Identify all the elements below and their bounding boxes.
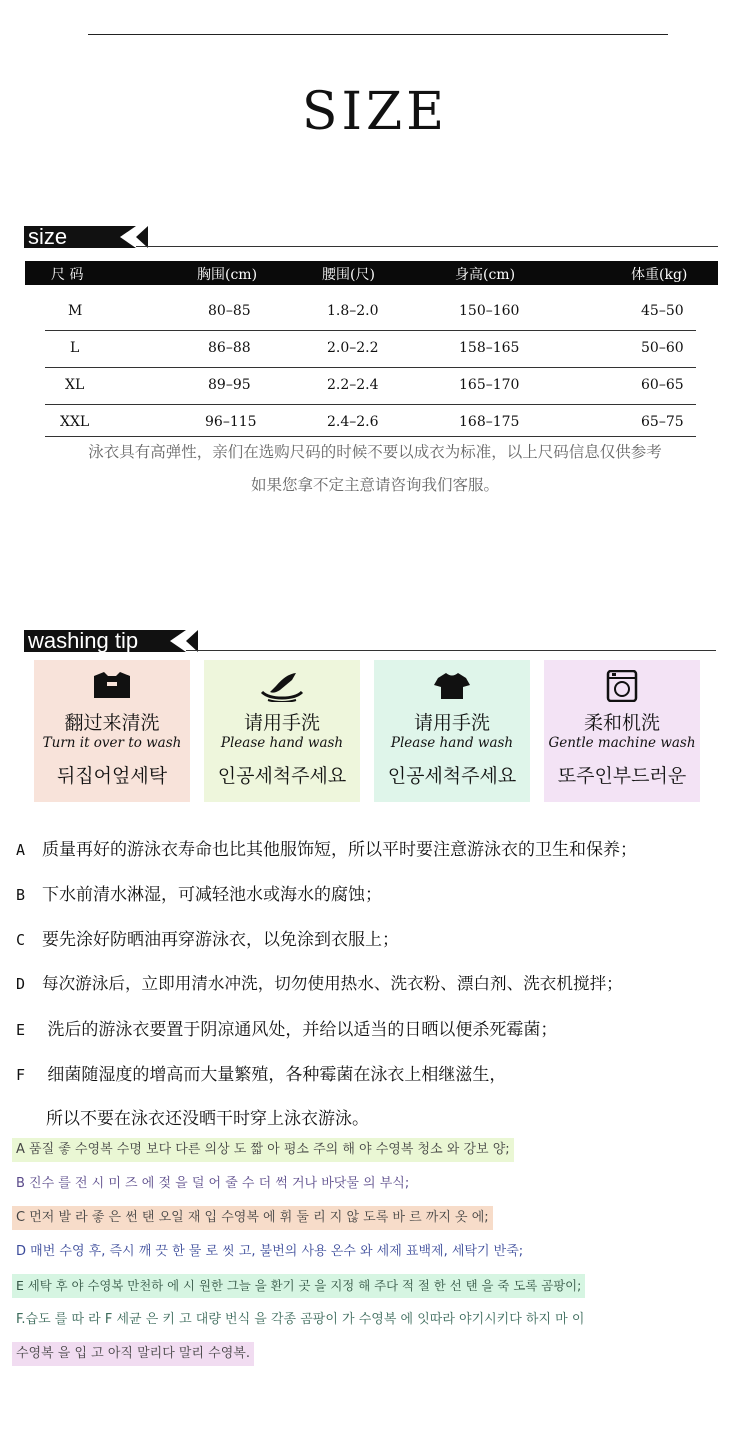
tip-e: E 洗后的游泳衣要置于阴凉通风处，并给以适当的日晒以便杀死霉菌； <box>16 1020 558 1040</box>
wash-card-hand-wash <box>204 660 360 802</box>
cell-weight: 65–75 <box>641 414 684 430</box>
cell-size: L <box>70 340 80 356</box>
cell-weight: 60–65 <box>641 377 684 393</box>
card-ko-label: 뒤집어엎세탁 <box>56 765 168 787</box>
cell-waist: 2.0–2.2 <box>327 340 379 356</box>
size-section-tag <box>24 226 136 248</box>
cell-chest: 86–88 <box>208 340 251 356</box>
header-size: 尺 码 <box>51 267 84 283</box>
row-divider <box>45 436 696 437</box>
page-title: SIZE <box>301 82 449 142</box>
turn-over-icon <box>34 670 190 702</box>
shirt-icon <box>374 670 530 702</box>
header-waist: 腰围(尺) <box>322 267 375 283</box>
cell-weight: 45–50 <box>641 303 684 319</box>
size-tag-notch <box>120 226 136 248</box>
tip-b: B 下水前清水淋湿，可减轻池水或海水的腐蚀； <box>16 885 382 905</box>
cell-waist: 2.2–2.4 <box>327 377 379 393</box>
tip-f: F 细菌随湿度的增高而大量繁殖，各种霉菌在泳衣上相继滋生， <box>16 1065 507 1085</box>
header-weight: 体重(kg) <box>631 267 688 283</box>
washing-section-line <box>186 650 716 651</box>
header-height: 身高(cm) <box>455 267 516 283</box>
size-note-line2: 如果您拿不定主意请咨询我们客服。 <box>250 476 499 494</box>
cell-chest: 96–115 <box>205 414 257 430</box>
cell-chest: 80–85 <box>208 303 251 319</box>
card-zh-label: 翻过来清洗 <box>64 712 160 734</box>
washing-tag-point <box>186 630 198 652</box>
cell-height: 158–165 <box>459 340 520 356</box>
card-zh-label: 请用手洗 <box>413 712 490 734</box>
table-row <box>45 405 696 435</box>
card-en-label: Please hand wash <box>220 735 344 751</box>
cell-weight: 50–60 <box>641 340 684 356</box>
washing-section-tag <box>24 630 186 652</box>
tip-f-continued: 所以不要在泳衣还没晒干时穿上泳衣游泳。 <box>46 1109 369 1129</box>
table-row <box>45 368 696 405</box>
card-en-label: Turn it over to wash <box>42 735 182 751</box>
size-tag-point <box>136 226 148 248</box>
card-en-label: Gentle machine wash <box>548 735 696 751</box>
size-tag-label: size <box>24 226 120 248</box>
tip-a: A 质量再好的游泳衣寿命也比其他服饰短，所以平时要注意游泳衣的卫生和保养； <box>16 840 637 860</box>
machine-wash-icon <box>544 670 700 702</box>
cell-height: 165–170 <box>459 377 520 393</box>
cell-size: XXL <box>60 414 90 430</box>
korean-tip-e: E 세탁 후 야 수영복 만천하 에 시 원한 그늘 을 환기 곳 을 지정 해 주다 적 절 한 선 탠 을 죽 도록 곰팡이; <box>12 1274 585 1298</box>
korean-tip-f-continued: 수영복 을 입 고 아직 말리다 말리 수영복. <box>12 1342 254 1366</box>
cell-waist: 2.4–2.6 <box>327 414 379 430</box>
korean-tip-b: B 진수 를 전 시 미 즈 에 젖 을 덜 어 줄 수 더 썩 거나 바닷물 의 부식; <box>16 1176 410 1191</box>
cell-size: M <box>68 303 83 319</box>
cell-waist: 1.8–2.0 <box>327 303 379 319</box>
card-ko-label: 또주인부드러운 <box>557 765 687 787</box>
korean-tip-a: A 품질 좋 수영복 수명 보다 다른 의상 도 짧 아 평소 주의 해 야 수영복 청소 와 강보 양; <box>12 1138 514 1162</box>
tip-d: D 每次游泳后，立即用清水冲洗，切勿使用热水、洗衣粉、漂白剂、洗衣机搅拌； <box>16 974 623 993</box>
washing-tag-label: washing tip <box>24 630 170 652</box>
hand-wash-icon <box>204 670 360 702</box>
top-divider <box>88 34 668 35</box>
size-section-line <box>136 246 718 247</box>
washing-tag-notch <box>170 630 186 652</box>
cell-height: 168–175 <box>459 414 520 430</box>
cell-size: XL <box>65 377 85 393</box>
size-table-header <box>25 261 718 285</box>
cell-height: 150–160 <box>459 303 520 319</box>
card-ko-label: 인공세척주세요 <box>217 765 347 787</box>
cell-chest: 89–95 <box>208 377 251 393</box>
card-zh-label: 柔和机洗 <box>583 712 660 734</box>
card-zh-label: 请用手洗 <box>243 712 320 734</box>
korean-tip-f: F.습도 를 따 라 F 세균 은 키 고 대량 번식 을 각종 곰팡이 가 수영복 에 잇따라 야기시키다 하지 마 이 <box>16 1312 585 1327</box>
wash-card-shirt <box>374 660 530 802</box>
size-note-line1: 泳衣具有高弹性，亲们在选购尺码的时候不要以成衣为标准，以上尺码信息仅供参考 <box>88 443 662 461</box>
card-en-label: Please hand wash <box>390 735 514 751</box>
tip-c: C 要先涂好防晒油再穿游泳衣，以免涂到衣服上； <box>16 930 399 950</box>
wash-card-machine <box>544 660 700 802</box>
korean-tip-c: C 먼저 발 라 좋 은 썬 탠 오일 재 입 수영복 에 휘 둘 리 지 않 도록 바 르 까지 옷 에; <box>12 1206 493 1230</box>
header-chest: 胸围(cm) <box>197 267 258 283</box>
table-row <box>45 294 696 331</box>
card-ko-label: 인공세척주세요 <box>387 765 517 787</box>
wash-card-turn-over <box>34 660 190 802</box>
korean-tip-d: D 매번 수영 후, 즉시 깨 끗 한 물 로 씻 고, 불번의 사용 온수 와 세제 표백제, 세탁기 반죽; <box>16 1244 524 1259</box>
table-row <box>45 331 696 368</box>
